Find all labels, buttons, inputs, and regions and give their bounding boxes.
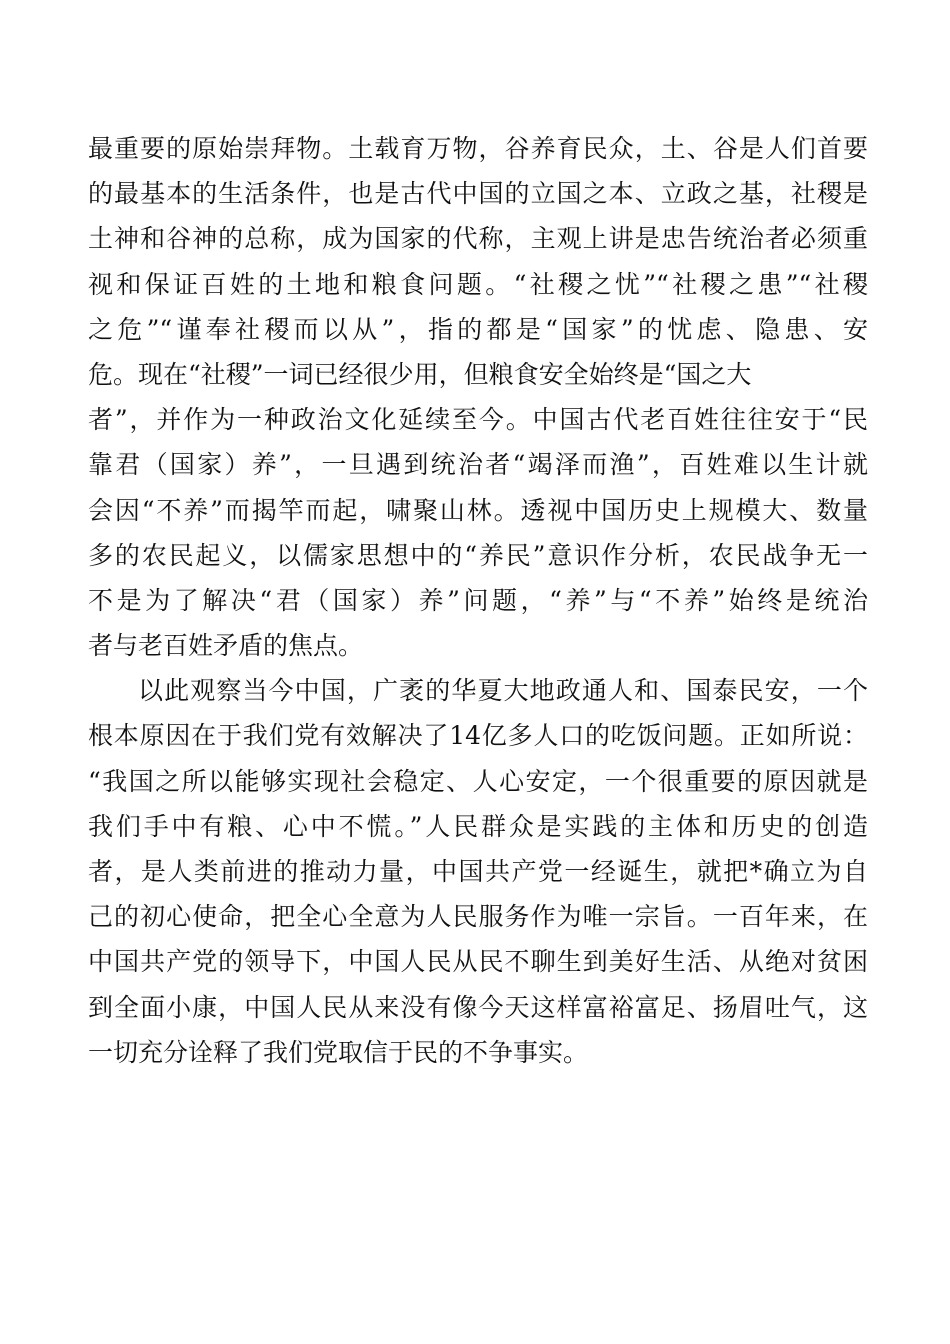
- text-line: 的最基本的生活条件，也是古代中国的立国之本、立政之基，社稷是: [88, 179, 868, 209]
- text-line: 之危”“谨奉社稷而以从”，指的都是“国家”的忧虑、隐患、安: [88, 314, 868, 344]
- text-line: 土神和谷神的总称，成为国家的代称，主观上讲是忠告统治者必须重: [88, 224, 868, 254]
- text-line: 我们手中有粮、心中不慌。”人民群众是实践的主体和历史的创造: [88, 811, 868, 841]
- text-line: 根本原因在于我们党有效解决了14亿多人口的吃饭问题。正如所说：: [88, 721, 868, 751]
- text-line: 靠君（国家）养”，一旦遇到统治者“竭泽而渔”，百姓难以生计就: [88, 450, 868, 480]
- text-line: 以此观察当今中国，广袤的华夏大地政通人和、国泰民安，一个: [138, 676, 868, 706]
- text-line: 不是为了解决“君（国家）养”问题，“养”与“不养”始终是统治: [88, 585, 868, 615]
- text-line: 一切充分诠释了我们党取信于民的不争事实。: [88, 1037, 589, 1067]
- text-line: 者与老百姓矛盾的焦点。: [88, 631, 364, 661]
- text-line: 者，是人类前进的推动力量，中国共产党一经诞生，就把*确立为自: [88, 857, 868, 886]
- text-line: 多的农民起义，以儒家思想中的“养民”意识作分析，农民战争无一: [88, 540, 868, 570]
- paragraph-1: [88, 126, 868, 668]
- text-line: 到全面小康，中国人民从来没有像今天这样富裕富足、扬眉吐气，这: [88, 992, 868, 1022]
- text-line: 视和保证百姓的土地和粮食问题。“社稷之忧”“社稷之患”“社稷: [88, 269, 868, 299]
- text-line: 最重要的原始崇拜物。土载育万物，谷养育民众，土、谷是人们首要: [88, 134, 868, 163]
- body-text: [88, 126, 868, 1075]
- text-line: 己的初心使命，把全心全意为人民服务作为唯一宗旨。一百年来，在: [88, 902, 868, 932]
- text-line: “我国之所以能够实现社会稳定、人心安定，一个很重要的原因就是: [88, 766, 868, 796]
- paragraph-2: [88, 668, 868, 1075]
- text-line: 危。现在“社稷”一词已经很少用，但粮食安全始终是“国之大: [88, 359, 752, 389]
- text-line: 者”，并作为一种政治文化延续至今。中国古代老百姓往往安于“民: [88, 405, 868, 435]
- text-line: 会因“不养”而揭竿而起，啸聚山林。透视中国历史上规模大、数量: [88, 495, 868, 525]
- text-line: 中国共产党的领导下，中国人民从民不聊生到美好生活、从绝对贫困: [88, 947, 868, 977]
